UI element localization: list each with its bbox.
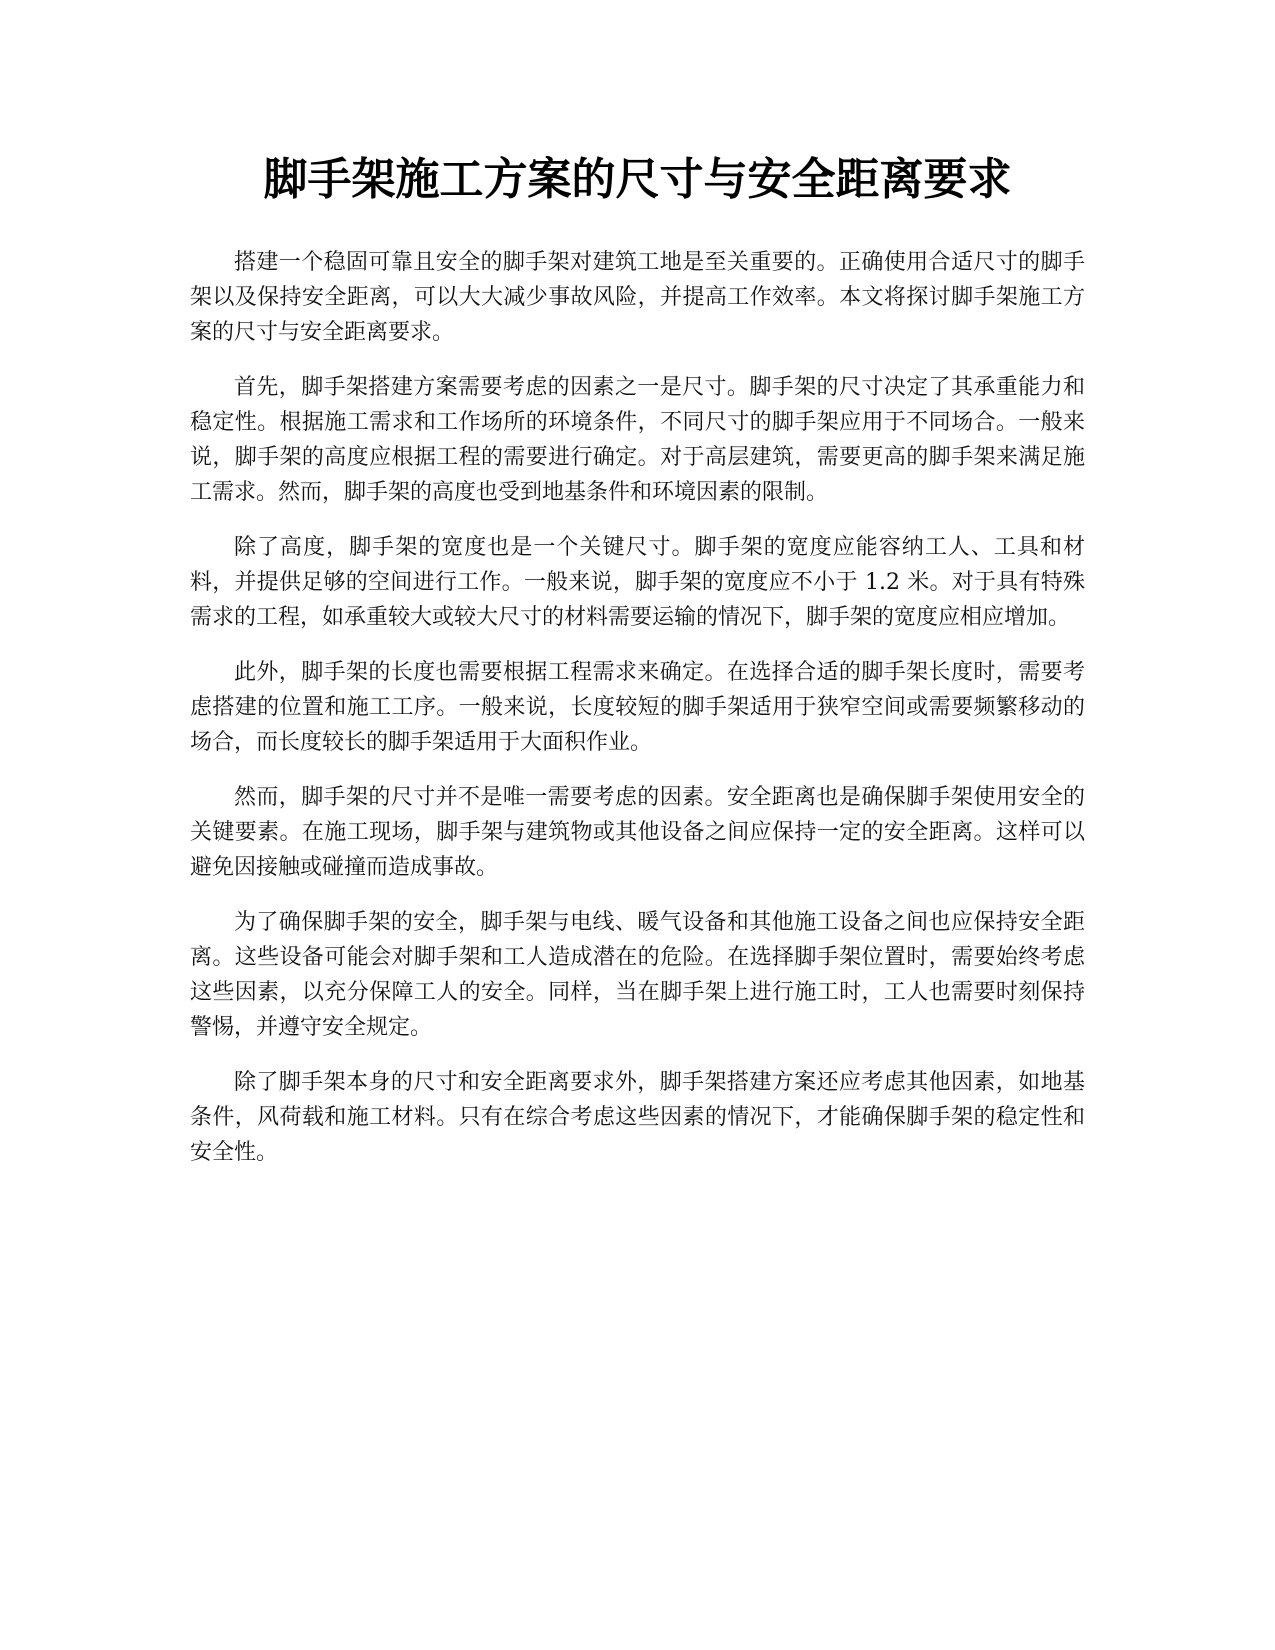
paragraph-3: 除了高度，脚手架的宽度也是一个关键尺寸。脚手架的宽度应能容纳工人、工具和材料，并提供足够的空间进行工作。一般来说，脚手架的宽度应不小于 1.2 米。对于具有特殊需求的工程，如承重较大或较大尺寸的材料需要运输的情况下，脚手架的宽度应相应增加。 [190, 535, 1085, 630]
paragraph-4: 此外，脚手架的长度也需要根据工程需求来确定。在选择合适的脚手架长度时，需要考虑搭建的位置和施工工序。一般来说，长度较短的脚手架适用于狭窄空间或需要频繁移动的场合，而长度较长的脚手架适用于大面积作业。 [190, 660, 1085, 755]
paragraph-5: 然而，脚手架的尺寸并不是唯一需要考虑的因素。安全距离也是确保脚手架使用安全的关键要素。在施工现场，脚手架与建筑物或其他设备之间应保持一定的安全距离。这样可以避免因接触或碰撞而造成事故。 [190, 785, 1085, 880]
paragraph-2: 首先，脚手架搭建方案需要考虑的因素之一是尺寸。脚手架的尺寸决定了其承重能力和稳定性。根据施工需求和工作场所的环境条件，不同尺寸的脚手架应用于不同场合。一般来说，脚手架的高度应根据工程的需要进行确定。对于高层建筑，需要更高的脚手架来满足施工需求。然而，脚手架的高度也受到地基条件和环境因素的限制。 [190, 375, 1085, 505]
paragraph-6: 为了确保脚手架的安全，脚手架与电线、暖气设备和其他施工设备之间也应保持安全距离。这些设备可能会对脚手架和工人造成潜在的危险。在选择脚手架位置时，需要始终考虑这些因素，以充分保障工人的安全。同样，当在脚手架上进行施工时，工人也需要时刻保持警惕，并遵守安全规定。 [190, 910, 1085, 1040]
document-body [190, 245, 1085, 1190]
page-title: 脚手架施工方案的尺寸与安全距离要求 [263, 154, 1012, 205]
paragraph-1: 搭建一个稳固可靠且安全的脚手架对建筑工地是至关重要的。正确使用合适尺寸的脚手架以及保持安全距离，可以大大减少事故风险，并提高工作效率。本文将探讨脚手架施工方案的尺寸与安全距离要求。 [190, 250, 1085, 345]
paragraph-7: 除了脚手架本身的尺寸和安全距离要求外，脚手架搭建方案还应考虑其他因素，如地基条件，风荷载和施工材料。只有在综合考虑这些因素的情况下，才能确保脚手架的稳定性和安全性。 [190, 1070, 1085, 1165]
